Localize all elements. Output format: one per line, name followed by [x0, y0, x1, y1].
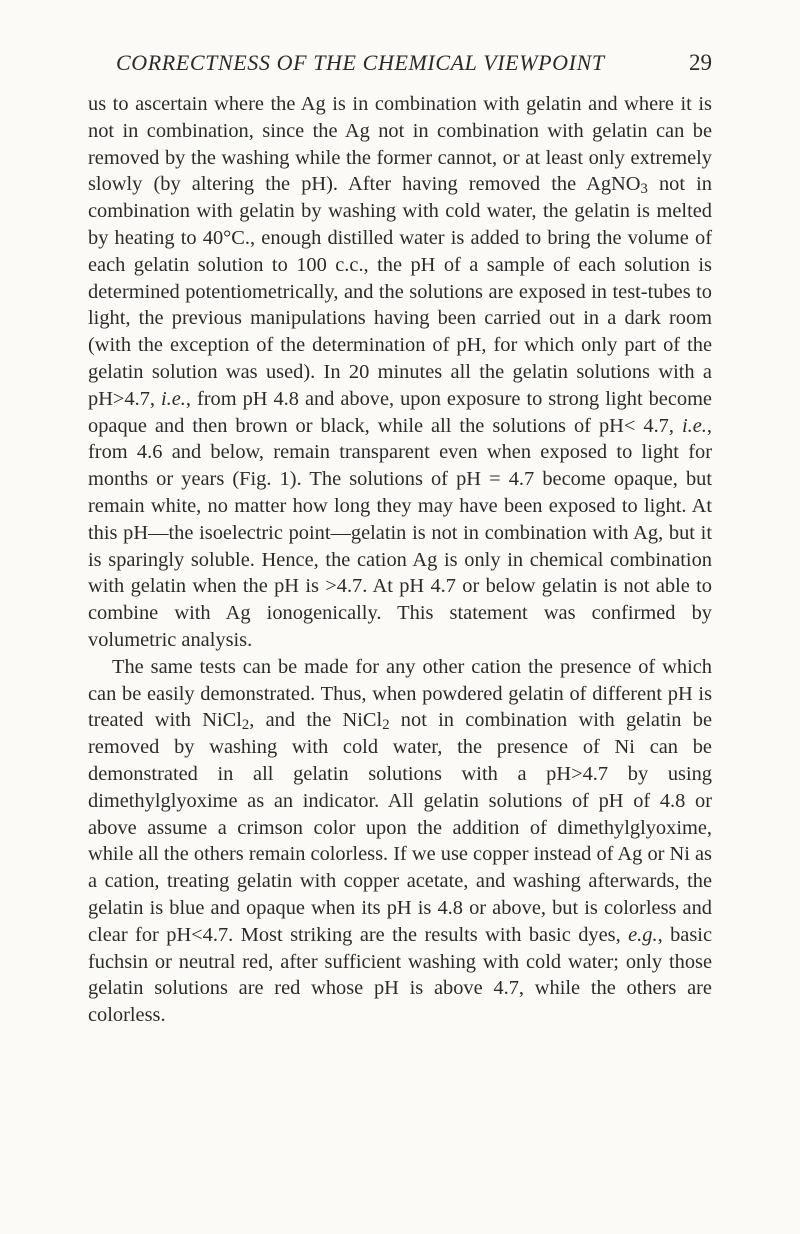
text-run: The same tests can be made for any other cation the presence of which can be easily demonstrated. Thus, when powdered gelatin of different pH is treated with NiCl	[88, 655, 712, 732]
text-run: , from pH 4.8 and above, upon exposure to strong light become opaque and then brown or black, while all the solutions of pH< 4.7,	[88, 387, 712, 437]
italic-text: i.e.	[681, 414, 707, 437]
text-run: , and the NiCl	[249, 709, 383, 732]
paragraph-2	[88, 654, 712, 1029]
running-head	[88, 50, 712, 80]
subscript: 2	[382, 717, 390, 734]
italic-text: e.g.	[628, 923, 658, 946]
subscript: 2	[241, 717, 250, 734]
body-text	[88, 91, 712, 1029]
text-run: , from 4.6 and below, remain transparent even when exposed to light for months or years (Fig. 1). The solutions of pH = 4.7 become opaque, but remain white, no matter how long they may have been exposed to light. At this pH—the isoelectric point—gelatin is not in combination with Ag, but it is sparingly soluble. Hence, the cation Ag is only in chemical combination with gelatin when the pH is >4.7. At pH 4.7 or below gelatin is not able to combine with Ag ionogenically. This statement was confirmed by volumetric analysis.	[88, 414, 712, 651]
text-run: not in combination with gelatin by washing with cold water, the gelatin is melted by heating to 40°C., enough distilled water is added to bring the volume of each gelatin solution to 100 c.c., the pH of a sample of each solution is determined potentiometrically, and the solutions are exposed in test-tubes to light, the previous manipulations having been carried out in a dark room (with the exception of the determination of pH, for which only part of the gelatin solution was used). In 20 minutes all the gelatin solutions with a pH>4.7,	[88, 173, 712, 410]
page-number: 29	[689, 50, 712, 75]
subscript: 3	[640, 181, 648, 198]
paragraph-1	[88, 91, 712, 654]
italic-text: i.e.	[160, 387, 186, 410]
text-run: , basic fuchsin or neutral red, after sufficient washing with cold water; only those gelatin solutions are red whose pH is above 4.7, while the others are colorless.	[88, 923, 712, 1027]
running-title: CORRECTNESS OF THE CHEMICAL VIEWPOINT	[116, 50, 605, 75]
text-run: us to ascertain where the Ag is in combination with gelatin and where it is not in combination, since the Ag not in combination with gelatin can be removed by the washing while the former cannot, or at least only extremely slowly (by altering the pH). After having removed the AgNO	[88, 93, 712, 196]
text-run: not in combination with gelatin be removed by washing with cold water, the presence of Ni can be demonstrated in all gelatin solutions with a pH>4.7 by using dimethylglyoxime as an indicator. All gelatin solutions of pH of 4.8 or above assume a crimson color upon the addition of dimethylglyoxime, while all the others remain colorless. If we use copper instead of Ag or Ni as a cation, treating gelatin with copper acetate, and washing afterwards, the gelatin is blue and opaque when its pH is 4.8 or above, but is colorless and clear for pH<4.7. Most striking are the results with basic dyes,	[88, 709, 712, 946]
